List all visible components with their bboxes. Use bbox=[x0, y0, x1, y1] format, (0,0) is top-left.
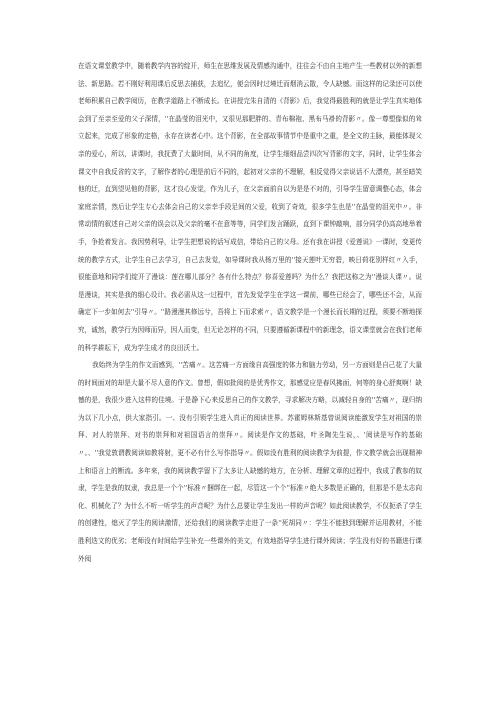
paragraph: 我始终为学生的作文而感到，''苦痛〃。这苦痛一方面缘自高强度的体力和脑力劳动，另一方面则是自己花了大量的时间面对的却是大量不尽人意的作文。曾想，假如批阅的是优秀作文，那感觉应是春风拂面，何等的身心舒爽啊！缺憾的是，我很少进入这样的佳境。于是静下心来反思自己的作文教学，寻求解决方略，以减轻自身的''苦痛〃，现归纳为以下几小点，供大家指引。一、没有引领学生进入真正的阅读世界。苏霍姆林斯基曾说阅读能激发学生对祖国的崇拜、对人的崇拜、对书的崇拜和对祖国语言的崇拜〃。阅读是作文的基础，叶圣陶先生说，、'阅读是写作的基础〃。、''我觉敦谓教阅读如教将射，更不必有什么写作指导〃。假如没有胜利的阅读教学为前提，作文教学就会出现精神上和语言上的断流。多年来，我的阅读教学留下了太多让人缺憾的地方，在分析、理解文章的过程中，我成了教参的奴隶，学生是我的奴隶，我总是一个个''标准〃捆绑在一起，尽管这一个个''标准〃绝大多数是正确的，但那是不是太志向化、机械化了？为什么不听一听学生的声音呢？为什么总要让学生发出一样的声音呢？如此阅读教学，不仅扼杀了学生的创建性，熄灭了学生的阅读激情，还给我们的阅读教学走进了一条''死胡同〃：学生不能独到理解并运用教材，不能胜利迭文的优劣；老师没有时间给学生补充一些课外的美文，有效地指导学生进行课外阅读；学生没有好的书籍进行课外阅 bbox=[78, 361, 422, 563]
document-page bbox=[78, 58, 422, 568]
paragraph: 在语文课堂教学中，随着教学内容的绽开，师生在思维发展及情感沟通中，往往会不由自主地产生一些教材以外的新想法、新思路。若不刚好利用课后反思去捕获，去追忆，便会因时过境迁而烟消云散，令人缺憾。而这样的记录还可以使老师积累自己教学阅历，在教学道路上不断成长。在讲授完朱自清的《背影》后，我觉得最胜利的就是让学生真实地体会到了至亲至爱的父子深情，''在晶莹的泪光中，又很见那肥胖的、青布棉袍、黑布马褂的背影〃。像一尊塑像似的耸立起来，完成了形象的定格，永存在读者心中。这个背影，在全部故事情节中是重中之重，是全文的主脉，最能体现父亲的爱心，所以，讲课时，我抚费了大量时间，从不同的角度，让学生细细品尝四次写背影的文字，同时，让学生体会课文中自我反省的文字，了解作者的心理是前后不同的，起初对父亲的不理解，相反觉得父亲说话不大漂亮，甚至暗笑他的迂，直到望见他的背影，这才良心发觉，作为儿子，在父亲面前自以为是是不对的，引导学生留意调整心态，体会家庭亲情，然后让学生专心去体会自己的父亲幸手段足间的父爱，收到了奇效，很多学生也是''在晶莹的泪光中〃。非常动情的叙述自己对父亲的误会以及父亲的毫不在意等等，同学们发言踊跃，直到下课钟敲响，部分同学仍高高地举着手，争抢着发言。我因势利导，让学生把想说的话写成信，带给自己的父母。还有我在讲授《爱莲说》一课时，变更传统的教学方式，让学生自己去学习，自己去发觉，如导课时我从杨万里的''接天莲叶无穷碧，映日荷花别样红〃入手，很能意地和同学们绽开了漫谈：莲在哪儿部分？各有什么特点？你喜爱莲吗？为什么？我把这称之为''漫谈人课〃。说是漫谈，其实是我的细心设计。我必需从这一过程中，首先发觉学生在学这一课前，哪些已经会了，哪些还不会，从而确定下一步如何去''引导〃。''路漫漫其修远兮，吾将上下而求索〃，语文教学是一个漫长而长期的过程，须要不断地探究，诚然，教学行为因师而异，因人而变，但无论怎样的不同，只要遵循新课程中的新理念，语文课堂就会在我们老师的科学耕耘下，成为学生成才的良田沃土。 bbox=[78, 62, 422, 352]
